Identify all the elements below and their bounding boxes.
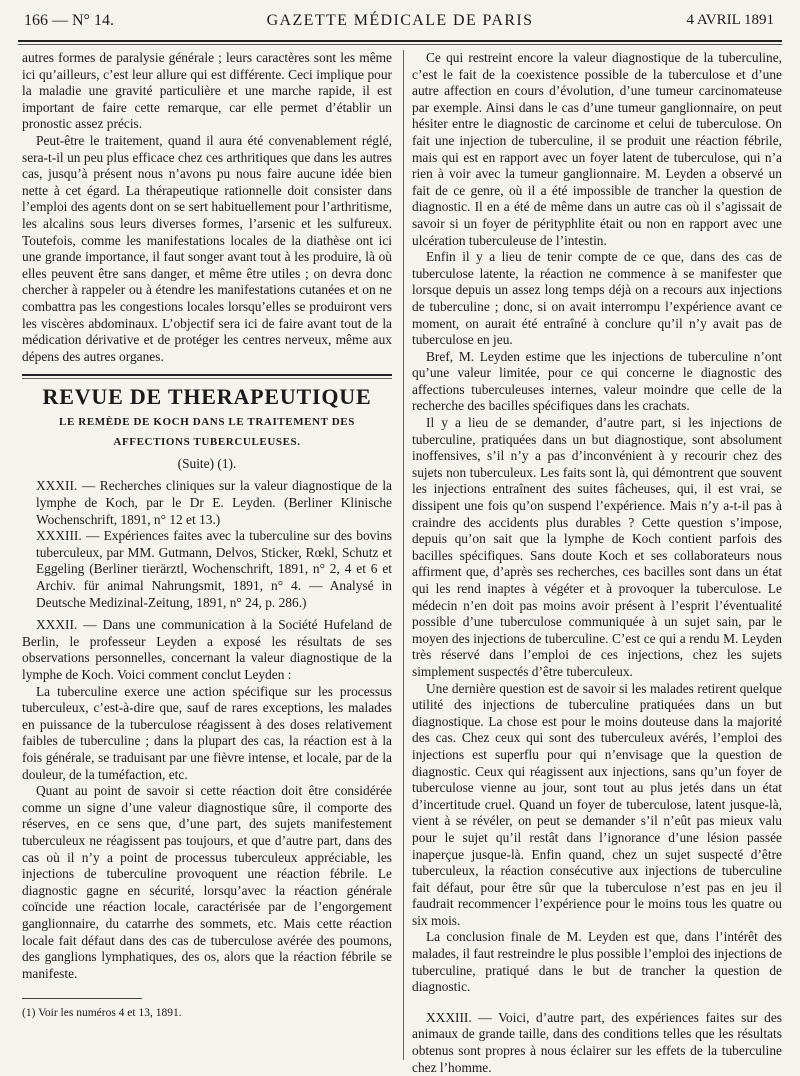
continuation-note: (Suite) (1). (177, 455, 237, 471)
footnote-rule (22, 998, 142, 999)
section-subheading: LE REMÈDE DE KOCH DANS LE TRAITEMENT DES AFFECTIONS TUBERCULEUSES. (59, 415, 355, 448)
section-rule (22, 374, 392, 376)
header-rule-thin (18, 44, 782, 45)
left-column (22, 50, 392, 1022)
journal-title: GAZETTE MÉDICALE DE PARIS (266, 12, 534, 29)
paragraph: Peut-être le traitement, quand il aura été convenablement réglé, sera-t-il un peu plus efficace chez ces arthritiques que dans les autres cas, jusqu’à présent nous n’avons pu nous faire aucune idée bien nette à cet égard. La thérapeutique rationnelle doit consister dans l’emploi des agents dont on se sert habituellement pour l’arthritisme, les alcalins sous leurs diverses formes, l’arsenic et les sulfureux. Toutefois, comme les manifestations locales de la diathèse ont ici une grande importance, il faut songer avant tout à les produire, là où elles peuvent être sans danger, et même être utiles ; on devra donc chercher à rappeler ou à étendre les manifestations cutanées et on ne combattra pas les congestions locales lorsqu’elles se produiront vers les viscères abdominaux. L’objectif sera ici de faire avant tout de la médication dérivative et de protéger les centres nerveux, même aux dépens des autres organes. (22, 132, 392, 364)
paragraph: XXXII. — Dans une communication à la Société Hufeland de Berlin, le professeur Leyden a exposé les résultats de ses observations personnelles, concernant la valeur diagnostique de la lymphe de Koch. Voici comment conclut Leyden : (22, 617, 392, 682)
page-number: 166 — N° 14. (24, 12, 114, 29)
paragraph: Ce qui restreint encore la valeur diagnostique de la tuberculine, c’est le fait de la coexistence possible de la tuberculose et d’une autre affection en cours d’évolution, d’une tumeur carcinomateuse par exemple. Ainsi dans le cas d’une tumeur ganglionnaire, on peut hésiter entre le diagnostic de carcinome et celui de tuberculose. On fait une injection de tuberculine, il se produit une réaction fébrile, mais qui est en rapport avec un foyer latent de tuberculose, qui n’a rien à voir avec la tumeur ganglionnaire. M. Leyden a observé un fait de ce genre, où il a été impossible de trancher la question de diagnostic. Il en a été de même dans un autre cas où il s’agissait de savoir si un foyer de pérityphlite était ou non en rapport avec une ulcération tuberculeuse de l’intestin. (412, 50, 782, 248)
paragraph: Quant au point de savoir si cette réaction doit être considérée comme un signe d’une valeur diagnostique sûre, il comporte des réserves, en ce sens que, d’une part, des sujets manifestement tuberculeux ne réagissent pas toujours, et que d’autre part, dans des cas où il n’y a point de processus tuberculeux appréciable, les injections de tuberculine provoquent une réaction fébrile. Le diagnostic gagne en sécurité, lorsqu’avec la réaction générale coïncide une réaction locale, caractérisée par de l’engorgement ganglionnaire, du catarrhe des sommets, etc. Mais cette réaction locale fait défaut dans des cas de tuberculose avérée des poumons, des ganglions lymphatiques, des os, alors que la réaction fébrile se manifeste. (22, 783, 392, 981)
paragraph: Une dernière question est de savoir si les malades retirent quelque utilité des injections de tuberculine pratiquées dans un but diagnostique. La chose est pour le moins douteuse dans la majorité des cas. Chez ceux qui sont des tuberculeux avérés, l’emploi des injections est superflu pour qui n’envisage que la question de diagnostic. Ceux qui réagissent aux injections, sans qu’un foyer de tuberculose vienne au jour, sont tout au plus jetés dans un état d’incertitude cruel. Quand un foyer de tuberculose, latent jusque-là, vient à se révéler, on peut se demander s’il n’eût pas mieux valu pour le sujet qu’il restât dans l’ignorance d’une lésion passée inaperçue jusque-là. Enfin quand, chez un sujet suspecté d’être tuberculeux, la réaction consécutive aux injections de tuberculine fait défaut, pour être sûr que la tuberculose n’est pas en jeu il faudrait recommencer l’expérience pour le moins tous les quatre ou six mois. (412, 680, 782, 928)
paragraph: Il y a lieu de se demander, d’autre part, si les injections de tuberculine, pratiquées dans un but diagnostique, sont absolument inoffensives, s’il n’y a pas d’inconvénient à y recourir chez des sujets non tuberculeux. Les faits sont là, qui démontrent que souvent les injections entraînent des suites fâcheuses, qui, il est vrai, se dissipent une fois qu’on suspend l’expérience. Mais n’y a-t-il pas à craindre des accidents plus durables ? Cette question s’impose, depuis qu’on sait que la lymphe de Koch contient parfois des bacilles spécifiques. Sans doute Koch et ses collaborateurs nous affirment que, d’après ses recherches, ces bacilles sont dans un état qui les rend inaptes à végéter et à provoquer la tuberculose. Le médecin n’en doit pas moins avoir présent à l’esprit l’éventualité possible d’une tuberculose communiquée à un sujet sain, par le moyen des injections de tuberculine. C’est ce qui a rendu M. Leyden très réservé dans l’emploi de ces injections, chez les sujets simplement suspectés d’être tuberculeux. (412, 415, 782, 679)
reference-entry: XXXII. — Recherches cliniques sur la valeur diagnostique de la lymphe de Koch, par le Dr E. Leyden. (Berliner Klinische Wochenschrift, 1891, n° 12 et 13.) (36, 478, 392, 527)
section-title: REVUE DE THERAPEUTIQUE (42, 384, 372, 410)
paragraph: Bref, M. Leyden estime que les injections de tuberculine n’ont qu’une valeur limitée, pour ce qui concerne le diagnostic des affections tuberculeuses internes, valeur moindre que celle de la recherche des bacilles spécifiques dans les crachats. (412, 348, 782, 414)
paragraph: La conclusion finale de M. Leyden est que, dans l’intérêt des malades, il faut restreindre le plus possible l’emploi des injections de tuberculine, pratiqué dans le but de trancher la question de diagnostic. (412, 929, 783, 995)
section-rule-thin (22, 378, 392, 379)
header-rule (18, 40, 782, 42)
paragraph: autres formes de paralysie générale ; leurs caractères sont les même ici qu’ailleurs, c’est leur allure qui est différente. Ceci implique pour la maladie une gravité particulière et une marche rapide, il est important de faire cette remarque, car elle permet d’établir un pronostic assez précis. (22, 50, 392, 132)
paragraph: Enfin il y a lieu de tenir compte de ce que, dans des cas de tuberculose latente, la réaction ne commence à se manifester que lorsque depuis un assez long temps déjà on a recours aux injections de tuberculine ; donc, si on avait interrompu l’expérience avant ce moment, on aurait été entraîné à conclure qu’il n’y avait pas de tuberculose en jeu. (412, 249, 782, 348)
column-divider (403, 50, 404, 1060)
reference-entry: XXXIII. — Expériences faites avec la tuberculine sur des bovins tuberculeux, par MM. Gutmann, Delvos, Sticker, Rœkl, Schutz et Eggeling (Berliner tierärztl, Wochenschrift, 1891, n° 2, 4 et 6 et Archiv. für animal Nahrungsmit, 1891, n° 4. — Analysé in Deutsche Medizinal-Zeitung, 1891, n° 24, p. 286.) (36, 528, 392, 610)
paragraph: La tuberculine exerce une action spécifique sur les processus tuberculeux, c’est-à-dire que, sauf de rares exceptions, les malades en puissance de la tuberculose réagissent à des doses relativement faibles de tuberculine ; dans la plupart des cas, la réaction est à la fois générale, se traduisant par une fièvre intense, et locale, par de la douleur, de la tuméfaction, etc. (22, 683, 392, 782)
footnote: (1) Voir les numéros 4 et 13, 1891. (22, 1007, 182, 1020)
issue-date: 4 AVRIL 1891 (686, 12, 774, 28)
right-column (412, 50, 782, 1076)
paragraph: XXXIII. — Voici, d’autre part, des expériences faites sur des animaux de grande taille, dans des conditions telles que les résultats obtenus sont propres à nous éclairer sur les effets de la tuberculine chez l’homme. (412, 1009, 782, 1075)
page-header (18, 8, 782, 38)
